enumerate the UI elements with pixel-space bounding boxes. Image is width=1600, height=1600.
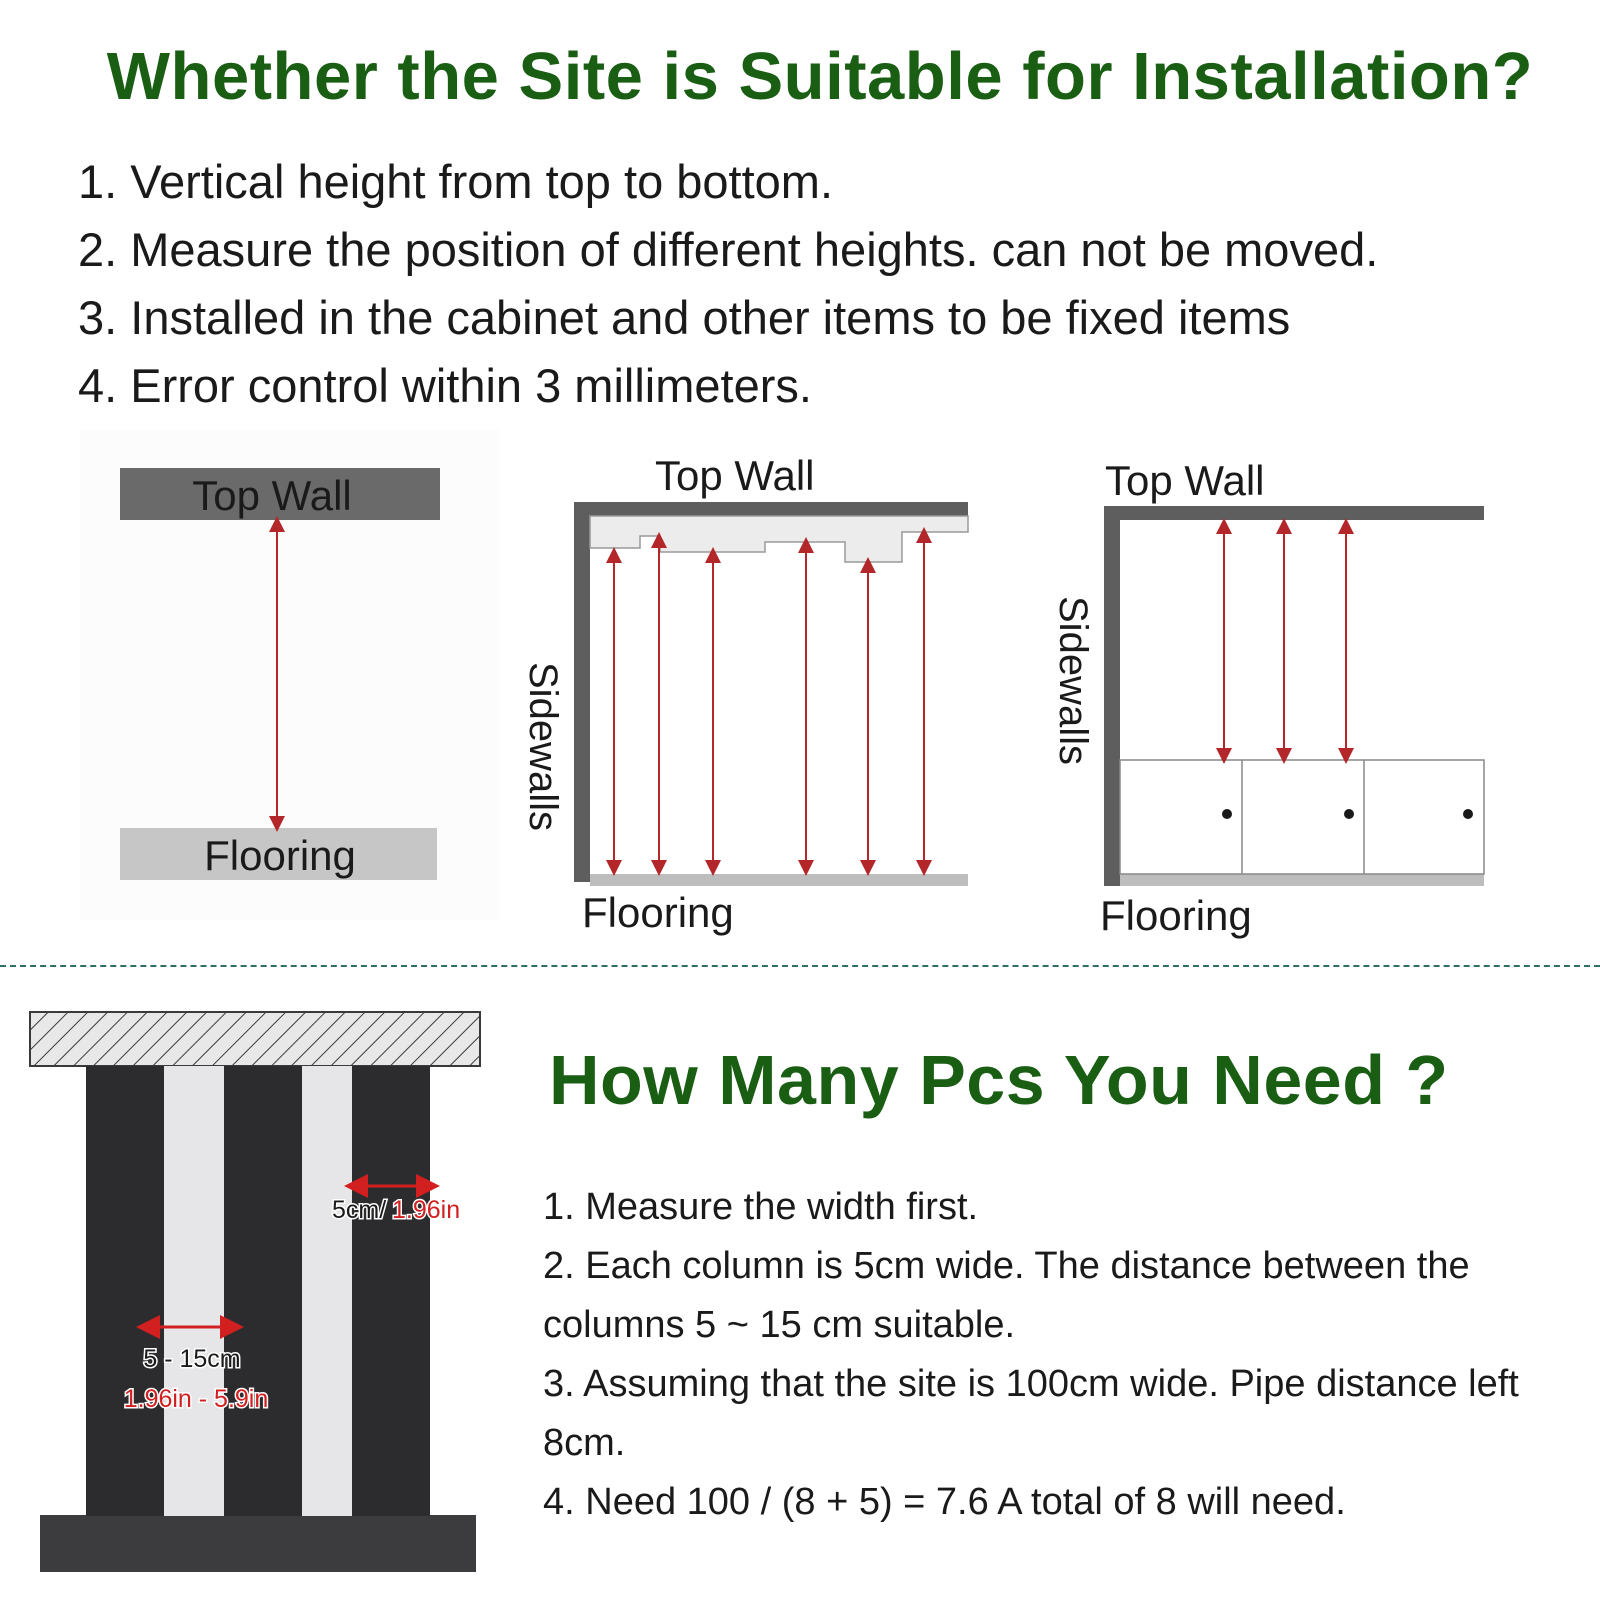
top-wall-label: Top Wall <box>1105 457 1265 504</box>
section1-steps <box>78 148 1378 420</box>
flooring-label: Flooring <box>204 832 356 879</box>
list-item: 2. Measure the position of different heights. can not be moved. <box>78 223 1379 276</box>
column-gap <box>300 1066 352 1516</box>
flooring-bar <box>1120 874 1484 886</box>
section2-steps <box>543 1178 1588 1532</box>
diagram-sidewalls-uneven <box>510 440 970 940</box>
column <box>86 1066 164 1516</box>
gap-label-cm: 5 - 15cm <box>143 1345 241 1373</box>
cabinet-knob <box>1463 809 1473 819</box>
diagram-simple-height <box>0 420 520 940</box>
cabinet-knob <box>1344 809 1354 819</box>
section-divider <box>0 965 1600 967</box>
section2-title: How Many Pcs You Need ? <box>549 1041 1449 1119</box>
list-item: 4. Need 100 / (8 + 5) = 7.6 A total of 8 will need. <box>543 1481 1346 1523</box>
top-wall-bar <box>574 502 968 516</box>
floor-base <box>40 1515 476 1572</box>
flooring-label: Flooring <box>582 889 734 936</box>
section1-title: Whether the Site is Suitable for Installation? <box>106 39 1534 114</box>
list-item: 1. Vertical height from top to bottom. <box>78 155 834 208</box>
sidewalls-label: Sidewalls <box>1051 596 1095 765</box>
column <box>224 1066 302 1516</box>
top-wall-label: Top Wall <box>655 452 815 499</box>
column-width-label-in: 1.96in <box>392 1196 461 1224</box>
diagram-columns <box>20 1000 490 1590</box>
cabinet-knob <box>1222 809 1232 819</box>
diagram-sidewalls-cabinet <box>1040 440 1500 940</box>
list-item: 2. Each column is 5cm wide. The distance between the columns 5 ~ 15 cm suitable. <box>543 1245 1470 1346</box>
column <box>352 1066 430 1516</box>
flooring-label: Flooring <box>1100 892 1252 939</box>
list-item: 3. Assuming that the site is 100cm wide. Pipe distance left 8cm. <box>543 1363 1519 1464</box>
gap-label-in: 1.96in - 5.9in <box>123 1385 269 1413</box>
list-item: 3. Installed in the cabinet and other items to be fixed items <box>78 291 1291 344</box>
sidewall-bar <box>574 502 590 882</box>
sidewalls-label: Sidewalls <box>521 662 565 831</box>
uneven-ceiling-fixtures <box>590 516 968 562</box>
list-item: 4. Error control within 3 millimeters. <box>78 359 812 412</box>
list-item: 1. Measure the width first. <box>543 1186 979 1228</box>
flooring-bar <box>590 874 968 886</box>
column-width-label-cm: 5cm/ <box>332 1196 387 1224</box>
top-wall-bar <box>1104 506 1484 520</box>
cabinet <box>1120 760 1484 874</box>
ceiling-hatched <box>30 1012 480 1066</box>
sidewall-bar <box>1104 506 1120 886</box>
top-wall-label: Top Wall <box>192 472 352 519</box>
